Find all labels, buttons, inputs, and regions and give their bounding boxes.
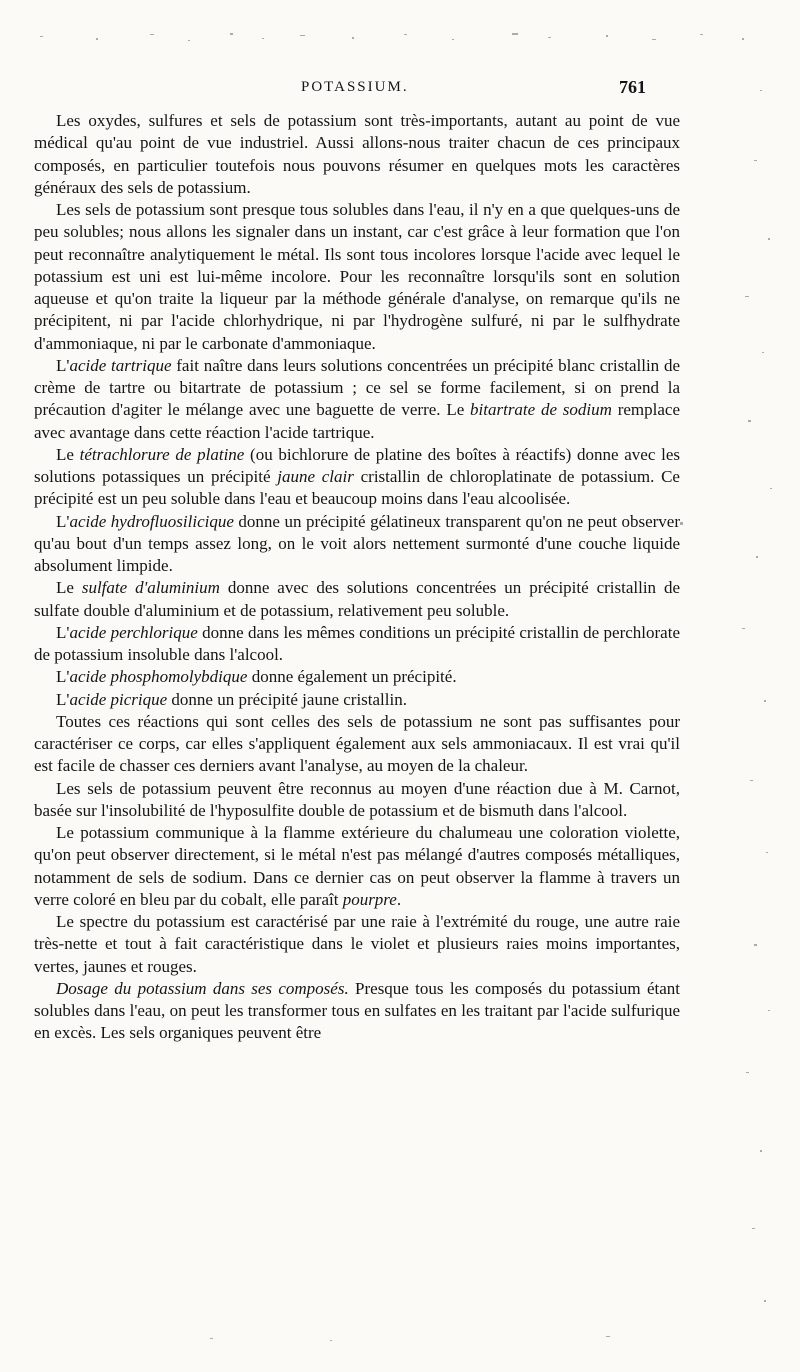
italic-text: acide picrique <box>69 689 168 709</box>
text-run: remplace avec avantage dans cette réaction l'acide tartrique. <box>34 400 680 442</box>
italic-text: acide phosphomolybdique <box>69 667 248 687</box>
paragraph <box>34 511 680 578</box>
paragraph <box>34 199 680 355</box>
paragraph <box>34 622 680 667</box>
italic-text: jaune clair <box>277 467 354 486</box>
text-run: Toutes ces réactions qui sont celles des sels de potassium ne sont pas suffisantes pour caractériser ce corps, car elles s'appliquent également aux sels ammoniacaux. Il est vrai qu'il est facile de chasser ces derniers avant l'analyse, au moyen de la chaleur. <box>34 711 680 776</box>
paragraph <box>34 911 680 978</box>
page-number: 761 <box>619 77 646 97</box>
text-run: fait naître dans leurs solutions concentrées un précipité blanc cristallin de crème de tartre ou bitartrate de potassium ; ce sel se forme facilement, si on prend la précaution d'agiter le mélange avec une baguette de verre. Le <box>34 355 681 420</box>
paragraph <box>34 577 680 622</box>
italic-text: Dosage du potassium dans ses composés. <box>56 978 349 998</box>
running-title: POTASSIUM. <box>301 79 409 95</box>
italic-text: sulfate d'aluminium <box>81 578 220 598</box>
paragraph <box>34 822 680 911</box>
text-run: (ou bichlorure de platine des boîtes à réactifs) donne avec les solutions potassiques un précipité <box>34 444 680 486</box>
text-run: L' <box>56 622 70 642</box>
italic-text: tétrachlorure de platine <box>79 444 245 464</box>
text-run: Le potassium communique à la flamme extérieure du chalumeau une coloration violette, qu'on peut observer directement, si le métal n'est pas mélangé d'autres composés métalliques, notamment de sels de sodium. Dans ce dernier cas on peut observer la flamme à travers un verre coloré en bleu par du cobalt, elle paraît <box>34 823 680 909</box>
body-text <box>34 110 680 1045</box>
paragraph <box>34 110 680 199</box>
italic-text: acide perchlorique <box>69 622 198 642</box>
text-run: Les sels de potassium peuvent être reconnus au moyen d'une réaction due à M. Carnot, basée sur l'insolubilité de l'hyposulfite double de potassium et de bismuth dans l'alcool. <box>34 778 680 820</box>
text-run: donne un précipité gélatineux transparent qu'on ne peut observer qu'au bout d'un temps assez long, on le voit alors nettement surmonté d'une couche liquide absolument limpide. <box>34 511 681 575</box>
text-run: L' <box>56 689 70 709</box>
text-run: donne un précipité jaune cristallin. <box>167 689 407 709</box>
paragraph <box>34 711 680 778</box>
paragraph <box>34 444 680 511</box>
text-run: Les sels de potassium sont presque tous solubles dans l'eau, il n'y en a que quelques-uns de peu solubles; nous allons les signaler dans un instant, car c'est grâce à leur formation que l'on peut reconnaître analytiquement le métal. Ils sont tous incolores lorsque l'acide avec lequel le potassium est uni est lui-même incolore. Pour les reconnaître lorsqu'ils sont en solution aqueuse et qu'on traite la liqueur par la méthode générale d'analyse, on remarque qu'ils ne précipitent, ni par l'acide chlorhydrique, ni par l'hydrogène sulfuré, ni par le sulfhydrate d'ammoniaque, ni par le carbonate d'ammoniaque. <box>34 200 680 353</box>
text-run: L' <box>56 667 70 687</box>
italic-text: pourpre <box>342 889 397 909</box>
text-run: donne avec des solutions concentrées un précipité cristallin de sulfate double d'aluminium et de potassium, relativement peu soluble. <box>34 578 680 620</box>
text-run: Presque tous les composés du potassium étant solubles dans l'eau, on peut les transformer tous en sulfates en les traitant par l'acide sulfurique en excès. Les sels organiques peuvent être <box>34 978 680 1043</box>
text-run: donne également un précipité. <box>247 667 457 687</box>
text-run: L' <box>56 355 70 375</box>
text-run: Le spectre du potassium est caractérisé par une raie à l'extrémité du rouge, une autre raie très-nette et tout à fait caractéristique dans le violet et plusieurs raies moins importantes, vertes, jaunes et rouges. <box>34 912 680 976</box>
text-run: Le <box>56 444 80 464</box>
text-run: cristallin de chloroplatinate de potassium. Ce précipité est un peu soluble dans l'eau et beaucoup moins dans l'eau alcoolisée. <box>34 467 680 509</box>
paragraph <box>34 689 680 711</box>
paragraph <box>34 978 680 1045</box>
italic-text: bitartrate de sodium <box>470 400 612 420</box>
text-run: Les oxydes, sulfures et sels de potassium sont très-importants, autant au point de vue médical qu'au point de vue industriel. Aussi allons-nous traiter chacun de ces principaux composés, en particulier toutefois nous pouvons résumer en quelques mots les caractères généraux des sels de potassium. <box>34 111 680 197</box>
text-run: . <box>396 889 402 909</box>
paragraph <box>34 778 680 823</box>
italic-text: acide tartrique <box>69 355 172 375</box>
text-run: L' <box>56 511 70 531</box>
paragraph <box>34 666 680 688</box>
text-run: Le <box>56 578 82 598</box>
italic-text: acide hydrofluosilicique <box>69 511 234 531</box>
page-header <box>0 79 800 105</box>
text-run: donne dans les mêmes conditions un précipité cristallin de perchlorate de potassium insoluble dans l'alcool. <box>34 622 680 664</box>
paragraph <box>34 355 680 444</box>
